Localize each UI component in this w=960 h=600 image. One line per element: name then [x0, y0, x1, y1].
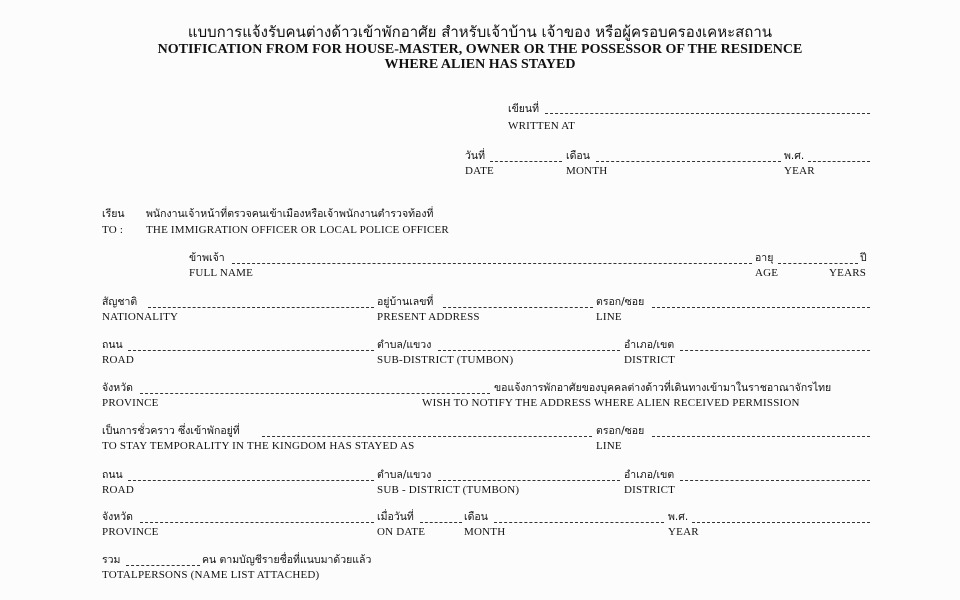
sub-district-label-th: ตำบล/แขวง	[377, 339, 432, 351]
district-label-th: อำเภอ/เขต	[624, 339, 675, 351]
stay-month-label-en: MONTH	[464, 526, 506, 538]
date-field[interactable]	[490, 161, 562, 162]
written-at-label-en: WRITTEN AT	[508, 120, 576, 132]
stay-road-label-th: ถนน	[102, 469, 123, 481]
stay-year-label-th: พ.ศ.	[668, 511, 689, 523]
age-label-en: AGE	[755, 267, 779, 279]
stay-road-label-en: ROAD	[102, 484, 134, 496]
stay-district-label-th: อำเภอ/เขต	[624, 469, 675, 481]
province-field[interactable]	[140, 393, 490, 394]
on-date-field[interactable]	[420, 522, 462, 523]
province-label-en: PROVINCE	[102, 397, 159, 409]
stay-line-label-th: ตรอก/ซอย	[596, 425, 645, 437]
road-field[interactable]	[128, 350, 374, 351]
present-address-label-th: อยู่บ้านเลขที่	[377, 296, 434, 308]
form-title-english-line1: NOTIFICATION FROM FOR HOUSE-MASTER, OWNER OR THE POSSESSOR OF THE RESIDENCE	[157, 42, 803, 57]
district-field[interactable]	[680, 350, 870, 351]
province-label-th: จังหวัด	[102, 382, 133, 394]
full-name-label-en: FULL NAME	[189, 267, 254, 279]
road-label-en: ROAD	[102, 354, 134, 366]
line-field[interactable]	[652, 307, 870, 308]
notify-label-th: ขอแจ้งการพักอาศัยของบุคคลต่างด้าวที่เดินทางเข้ามาในราชอาณาจักรไทย	[494, 382, 832, 394]
to-value-th: พนักงานเจ้าหน้าที่ตรวจคนเข้าเมืองหรือเจ้าพนักงานตำรวจท้องที่	[146, 208, 434, 220]
age-label-th: อายุ	[755, 252, 774, 264]
nationality-field[interactable]	[148, 307, 374, 308]
month-label-th: เดือน	[566, 150, 590, 162]
stay-province-label-th: จังหวัด	[102, 511, 133, 523]
form-title-english-line2: WHERE ALIEN HAS STAYED	[384, 57, 576, 72]
full-name-label-th: ข้าพเจ้า	[189, 252, 225, 264]
stay-label-en: TO STAY TEMPORALITY IN THE KINGDOM HAS STAYED AS	[102, 440, 415, 452]
stay-sub-district-label-en: SUB - DISTRICT (TUMBON)	[377, 484, 520, 496]
present-address-field[interactable]	[443, 307, 593, 308]
total-label-th-suffix: คน ตามบัญชีรายชื่อที่แนบมาด้วยแล้ว	[202, 554, 372, 566]
district-label-en: DISTRICT	[624, 354, 676, 366]
stay-year-label-en: YEAR	[668, 526, 699, 538]
written-at-field[interactable]	[545, 113, 870, 114]
stay-line-field[interactable]	[652, 436, 870, 437]
year-label-th: พ.ศ.	[784, 150, 805, 162]
stay-month-label-th: เดือน	[464, 511, 488, 523]
month-label-en: MONTH	[566, 165, 608, 177]
nationality-label-en: NATIONALITY	[102, 311, 179, 323]
years-label-en: YEARS	[829, 267, 867, 279]
stay-sub-district-field[interactable]	[438, 480, 620, 481]
stay-label-th: เป็นการชั่วคราว ซึ่งเข้าพักอยู่ที่	[102, 425, 240, 437]
total-persons-field[interactable]	[126, 565, 200, 566]
stay-line-label-en: LINE	[596, 440, 622, 452]
date-label-en: DATE	[465, 165, 494, 177]
written-at-label-th: เขียนที่	[508, 103, 540, 115]
year-field[interactable]	[808, 161, 870, 162]
total-label-th-prefix: รวม	[102, 554, 121, 566]
month-field[interactable]	[596, 161, 781, 162]
sub-district-field[interactable]	[438, 350, 620, 351]
to-label-th: เรียน	[102, 208, 125, 220]
stay-sub-district-label-th: ตำบล/แขวง	[377, 469, 432, 481]
full-name-field[interactable]	[232, 263, 752, 264]
stay-year-field[interactable]	[692, 522, 870, 523]
present-address-label-en: PRESENT ADDRESS	[377, 311, 480, 323]
date-label-th: วันที่	[465, 150, 485, 162]
on-date-label-en: ON DATE	[377, 526, 426, 538]
stay-province-field[interactable]	[140, 522, 374, 523]
line-label-th: ตรอก/ซอย	[596, 296, 645, 308]
stay-road-field[interactable]	[128, 480, 374, 481]
to-value-en: THE IMMIGRATION OFFICER OR LOCAL POLICE OFFICER	[146, 224, 449, 236]
line-label-en: LINE	[596, 311, 622, 323]
nationality-label-th: สัญชาติ	[102, 296, 138, 308]
sub-district-label-en: SUB-DISTRICT (TUMBON)	[377, 354, 514, 366]
age-field[interactable]	[778, 263, 858, 264]
notify-label-en: WISH TO NOTIFY THE ADDRESS WHERE ALIEN RECEIVED PERMISSION	[422, 397, 800, 409]
form-title-thai: แบบการแจ้งรับคนต่างด้าวเข้าพักอาศัย สำหรับเจ้าบ้าน เจ้าของ หรือผู้ครอบครองเคหะสถาน	[187, 23, 773, 41]
stay-district-field[interactable]	[680, 480, 870, 481]
years-label-th: ปี	[860, 252, 867, 264]
stay-province-label-en: PROVINCE	[102, 526, 159, 538]
stay-month-field[interactable]	[494, 522, 664, 523]
total-label-en: TOTALPERSONS (NAME LIST ATTACHED)	[102, 569, 320, 581]
year-label-en: YEAR	[784, 165, 815, 177]
stay-district-label-en: DISTRICT	[624, 484, 676, 496]
stay-address-field[interactable]	[262, 436, 592, 437]
to-label-en: TO :	[102, 224, 124, 236]
on-date-label-th: เมื่อวันที่	[377, 511, 414, 523]
road-label-th: ถนน	[102, 339, 123, 351]
